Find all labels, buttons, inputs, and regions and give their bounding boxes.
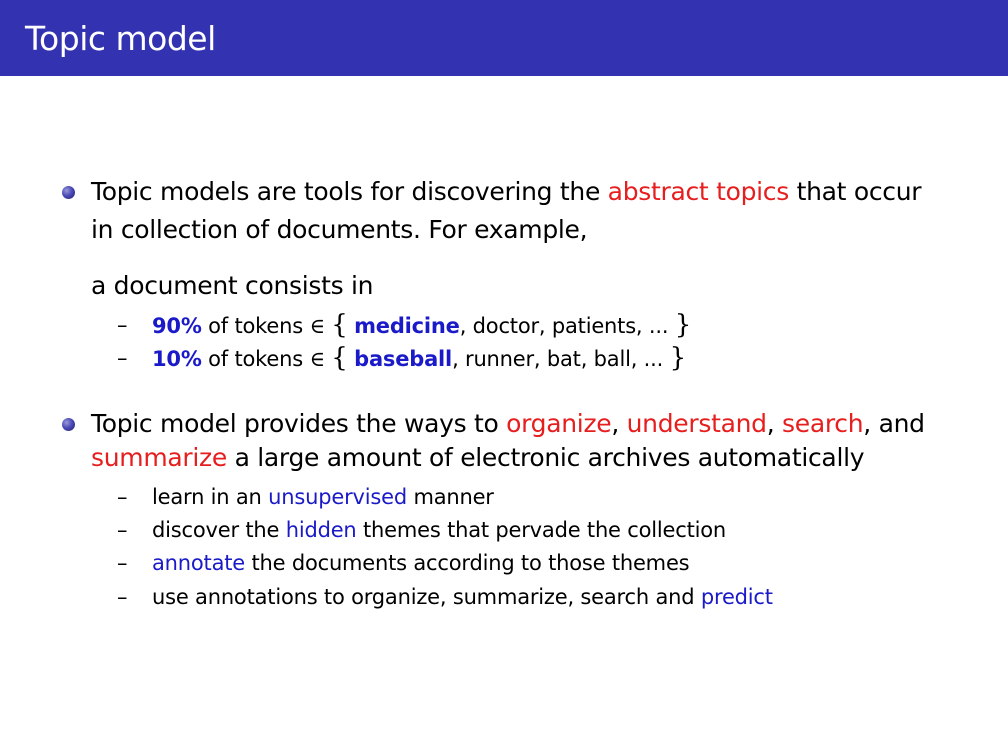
keyword-baseball: baseball: [354, 347, 453, 371]
sub-text: the documents according to those themes: [245, 551, 690, 575]
tokens-label: of tokens: [208, 347, 303, 371]
b1-line-2: in collection of documents. For example,: [91, 215, 588, 244]
b1-item-1: [152, 311, 691, 340]
dash-marker: –: [117, 518, 128, 542]
open-brace: {: [331, 310, 348, 340]
highlight-hidden: hidden: [285, 518, 357, 542]
dash-marker: –: [117, 346, 128, 370]
highlight-understand: understand: [626, 409, 767, 438]
slide-title: Topic model: [25, 19, 216, 58]
highlight-predict: predict: [700, 585, 773, 609]
sub-text: themes that pervade the collection: [356, 518, 726, 542]
b1-highlight-abstract-topics: abstract topics: [607, 177, 789, 206]
b1-item-2: [152, 344, 686, 373]
element-of-symbol: ∈: [309, 314, 325, 338]
sub-text: manner: [406, 485, 494, 509]
highlight-organize: organize: [506, 409, 612, 438]
highlight-annotate: annotate: [152, 551, 245, 575]
b1-line-3: a document consists in: [91, 271, 374, 300]
pct-10: 10%: [152, 347, 202, 371]
b2-text: ,: [766, 409, 783, 438]
highlight-summarize: summarize: [91, 443, 227, 472]
title-bar: [0, 0, 1008, 76]
bullet-icon: [62, 418, 75, 431]
highlight-search: search: [782, 409, 864, 438]
item-rest: , doctor, patients, ...: [459, 314, 669, 338]
b2-text: , and: [863, 409, 925, 438]
sub-text: discover the: [152, 518, 286, 542]
b2-text: ,: [611, 409, 627, 438]
element-of-symbol: ∈: [309, 347, 325, 371]
highlight-unsupervised: unsupervised: [268, 485, 407, 509]
dash-marker: –: [117, 313, 128, 337]
b1-line-1: [91, 176, 921, 208]
pct-90: 90%: [152, 314, 202, 338]
open-brace: {: [331, 343, 348, 373]
b2-sub-2: [152, 516, 726, 544]
b2-line-2: [91, 442, 864, 474]
tokens-label: of tokens: [208, 314, 303, 338]
dash-marker: –: [117, 585, 128, 609]
b2-text: Topic model provides the ways to: [91, 409, 507, 438]
close-brace: }: [669, 343, 686, 373]
b2-line-1: [91, 408, 925, 440]
sub-text: use annotations to organize, summarize, search and: [152, 585, 701, 609]
item-rest: , runner, bat, ball, ...: [452, 347, 664, 371]
b2-sub-3: [152, 549, 689, 577]
dash-marker: –: [117, 551, 128, 575]
b1-text: that occur: [788, 177, 922, 206]
sub-text: learn in an: [152, 485, 269, 509]
dash-marker: –: [117, 485, 128, 509]
b2-sub-4: [152, 583, 773, 611]
b2-text: a large amount of electronic archives automatically: [226, 443, 865, 472]
b1-text: Topic models are tools for discovering the: [91, 177, 608, 206]
b2-sub-1: [152, 483, 494, 511]
keyword-medicine: medicine: [354, 314, 460, 338]
close-brace: }: [674, 310, 692, 340]
bullet-icon: [62, 186, 75, 199]
